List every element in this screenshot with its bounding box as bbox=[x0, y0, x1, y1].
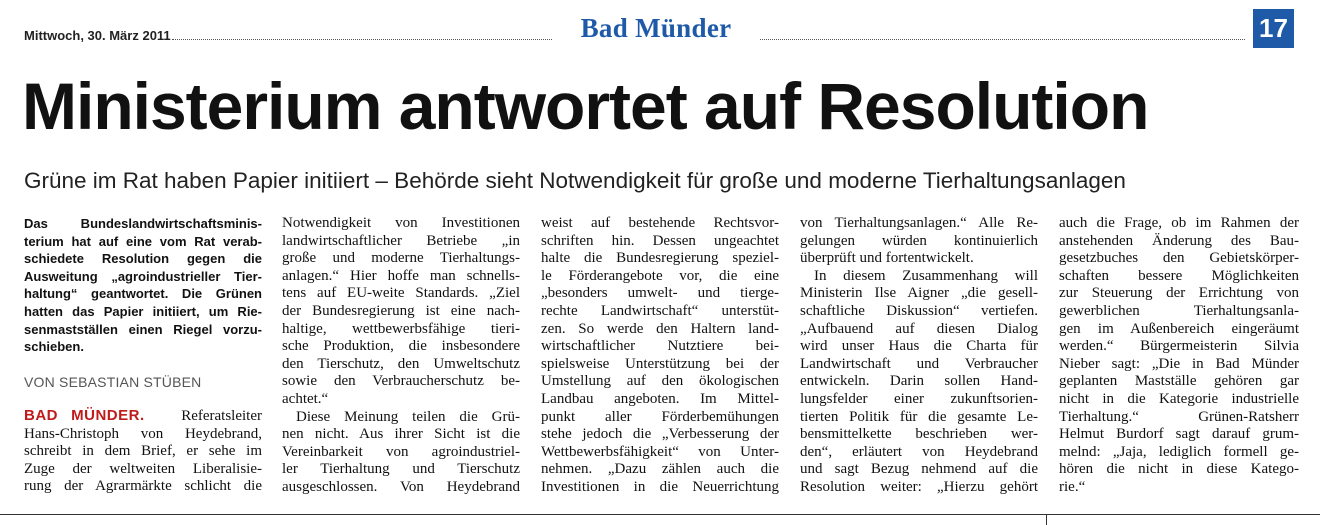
body-line: BAD MÜNDER. Referatsleiter bbox=[24, 407, 262, 424]
body-line: halte die Bundesregierung speziel- bbox=[541, 250, 779, 267]
issue-date: Mittwoch, 30. März 2011 bbox=[24, 28, 171, 43]
dateline: BAD MÜNDER. bbox=[24, 407, 145, 424]
body-line: tens auf EU-weite Standards. „Ziel bbox=[282, 285, 520, 302]
body-line: rechte Landwirtschaft“ unterstüt- bbox=[541, 302, 779, 319]
body-line: und sagt Bezug nehmend auf die bbox=[800, 461, 1038, 478]
byline: VON SEBASTIAN STÜBEN bbox=[24, 374, 202, 390]
body-line: nen nicht. Aus ihrer Sicht ist die bbox=[282, 426, 520, 443]
body-line: Landwirtschaft und Verbraucher bbox=[800, 355, 1038, 372]
body-line: rung der Agrarmärkte schlicht die bbox=[24, 478, 262, 495]
body-line: hören die nicht in diese Katego- bbox=[1059, 461, 1299, 478]
lead-line: hatten das Papier initiiert, um Rie- bbox=[24, 303, 262, 319]
body-line: Nieber sagt: „Die in Bad Münder bbox=[1059, 355, 1299, 372]
body-line: schaftliche Diskussion“ vertiefen. bbox=[800, 302, 1038, 319]
body-line: Vereinbarkeit von agroindustriel- bbox=[282, 443, 520, 460]
body-column-4 bbox=[800, 215, 1038, 497]
body-line: der Bundesregierung ist eine nach- bbox=[282, 302, 520, 319]
lead-line: schiedete Resolution gegen die bbox=[24, 251, 262, 267]
page-number: 17 bbox=[1253, 9, 1294, 48]
body-line: schriften hin. Dessen ungeachtet bbox=[541, 232, 779, 249]
lead-line: terium hat auf eine vom Rat verab- bbox=[24, 233, 262, 249]
lead-line: haltung“ geantwortet. Die Grünen bbox=[24, 286, 262, 302]
body-line: werden.“ Bürgermeisterin Silvia bbox=[1059, 338, 1299, 355]
masthead bbox=[0, 0, 1320, 52]
body-line: schaften bessere Möglichkeiten bbox=[1059, 267, 1299, 284]
body-line: „Aufbauend auf diesen Dialog bbox=[800, 320, 1038, 337]
body-line: gen im Außenbereich eingeräumt bbox=[1059, 320, 1299, 337]
body-line: Ministerin Ilse Aigner „die gesell- bbox=[800, 285, 1038, 302]
lead-line: Ausweitung „agroindustrieller Tier- bbox=[24, 268, 262, 284]
body-line: stehe jedoch die „Verbesserung der bbox=[541, 426, 779, 443]
body-line: Tierhaltung.“ Grünen-Ratsherr bbox=[1059, 408, 1299, 425]
body-line: Wettbewerbsfähigkeit“ von Unter- bbox=[541, 443, 779, 460]
body-line: wirtschaftlicher Nutztiere bei- bbox=[541, 338, 779, 355]
body-column-1 bbox=[24, 407, 262, 496]
body-line: schreibt in dem Brief, er sehe im bbox=[24, 443, 262, 460]
body-column-3 bbox=[541, 215, 779, 497]
body-line: Resolution weiter: „Hierzu gehört bbox=[800, 478, 1038, 495]
body-line: den“, erläutert von Heydebrand bbox=[800, 443, 1038, 460]
body-line: anlagen.“ Hier hoffe man schnells- bbox=[282, 267, 520, 284]
lead-paragraph bbox=[24, 215, 262, 356]
body-line: Helmut Burdorf sagt darauf grum- bbox=[1059, 426, 1299, 443]
body-line: achtet.“ bbox=[282, 390, 329, 407]
body-line: große und moderne Tierhaltungs- bbox=[282, 250, 520, 267]
body-line: gelungen würden kontinuierlich bbox=[800, 232, 1038, 249]
body-line: den Tierschutz, den Umweltschutz bbox=[282, 355, 520, 372]
body-line: Zuge der weltweiten Liberalisie- bbox=[24, 460, 262, 477]
lead-line: senmastställen einen Riegel vorzu- bbox=[24, 321, 262, 337]
body-line: gesetzbuches den Gebietskörper- bbox=[1059, 250, 1299, 267]
body-line: rie.“ bbox=[1059, 478, 1086, 495]
body-line: auch die Frage, ob im Rahmen der bbox=[1059, 215, 1299, 231]
bottom-rule bbox=[0, 514, 1320, 515]
body-line: le Förderangebote vor, die eine bbox=[541, 267, 779, 284]
body-line: spielsweise Unterstützung bei der bbox=[541, 355, 779, 372]
body-line: punkt aller Förderbemühungen bbox=[541, 408, 779, 425]
body-line: ler Tierhaltung und Tierschutz bbox=[282, 461, 520, 478]
body-line: zen. So werde den Haltern land- bbox=[541, 320, 779, 337]
body-line: landwirtschaftlicher Betriebe „in bbox=[282, 232, 520, 249]
body-line: ausgeschlossen. Von Heydebrand bbox=[282, 478, 520, 495]
body-line: Investitionen in die Neuerrichtung bbox=[541, 478, 779, 495]
body-line: In diesem Zusammenhang will bbox=[814, 267, 1038, 284]
lead-line: schieben. bbox=[24, 339, 84, 355]
headline: Ministerium antwortet auf Resolution bbox=[22, 69, 1149, 143]
body-line: Umstellung auf den ökologischen bbox=[541, 373, 779, 390]
section-title: Bad Münder bbox=[580, 13, 732, 43]
body-line: Landbau angeboten. Im Mittel- bbox=[541, 390, 779, 407]
body-line: Hans-Christoph von Heydebrand, bbox=[24, 425, 262, 442]
body-column-5 bbox=[1059, 215, 1299, 497]
body-line: Notwendigkeit von Investitionen bbox=[282, 215, 520, 231]
body-line: anstehenden Änderung des Bau- bbox=[1059, 232, 1299, 249]
body-line: von Tierhaltungsanlagen.“ Alle Re- bbox=[800, 215, 1038, 231]
body-line: nehmen. „Dazu zählen auch die bbox=[541, 461, 779, 478]
body-column-2 bbox=[282, 215, 520, 497]
body-line: melnd: „Jaja, lediglich formell ge- bbox=[1059, 443, 1299, 460]
subheadline: Grüne im Rat haben Papier initiiert – Behörde sieht Notwendigkeit für große und moderne Tierhaltungsanlagen bbox=[24, 168, 1126, 193]
body-line: bensmittelkette beschrieben wer- bbox=[800, 426, 1038, 443]
body-line: sowie den Verbraucherschutz be- bbox=[282, 373, 520, 390]
body-line: sche Produktion, die insbesondere bbox=[282, 338, 520, 355]
body-line: haltige, wettbewerbsfähige tieri- bbox=[282, 320, 520, 337]
body-line: geplanten Mastställe gehören gar bbox=[1059, 373, 1299, 390]
column-tick bbox=[1046, 514, 1047, 525]
body-line: „besonders umwelt- und tierge- bbox=[541, 285, 779, 302]
body-line: tierten Politik für die gesamte Le- bbox=[800, 408, 1038, 425]
body-line: entwickeln. Darin sollen Hand- bbox=[800, 373, 1038, 390]
body-line: lungsfelder einer zukunftsorien- bbox=[800, 390, 1038, 407]
leader-dots-left bbox=[172, 39, 552, 40]
lead-line: Das Bundeslandwirtschaftsminis- bbox=[24, 216, 262, 231]
body-line: Diese Meinung teilen die Grü- bbox=[296, 408, 520, 425]
body-line: nicht in die Kategorie industrielle bbox=[1059, 390, 1299, 407]
body-line: weist auf bestehende Rechtsvor- bbox=[541, 215, 779, 231]
leader-dots-right bbox=[760, 39, 1245, 40]
body-line: zur Steuerung der Errichtung von bbox=[1059, 285, 1299, 302]
body-line: überprüft und fortentwickelt. bbox=[800, 250, 974, 267]
body-line: wird unser Haus die Charta für bbox=[800, 338, 1038, 355]
body-line: gewerblichen Tierhaltungsanla- bbox=[1059, 302, 1299, 319]
